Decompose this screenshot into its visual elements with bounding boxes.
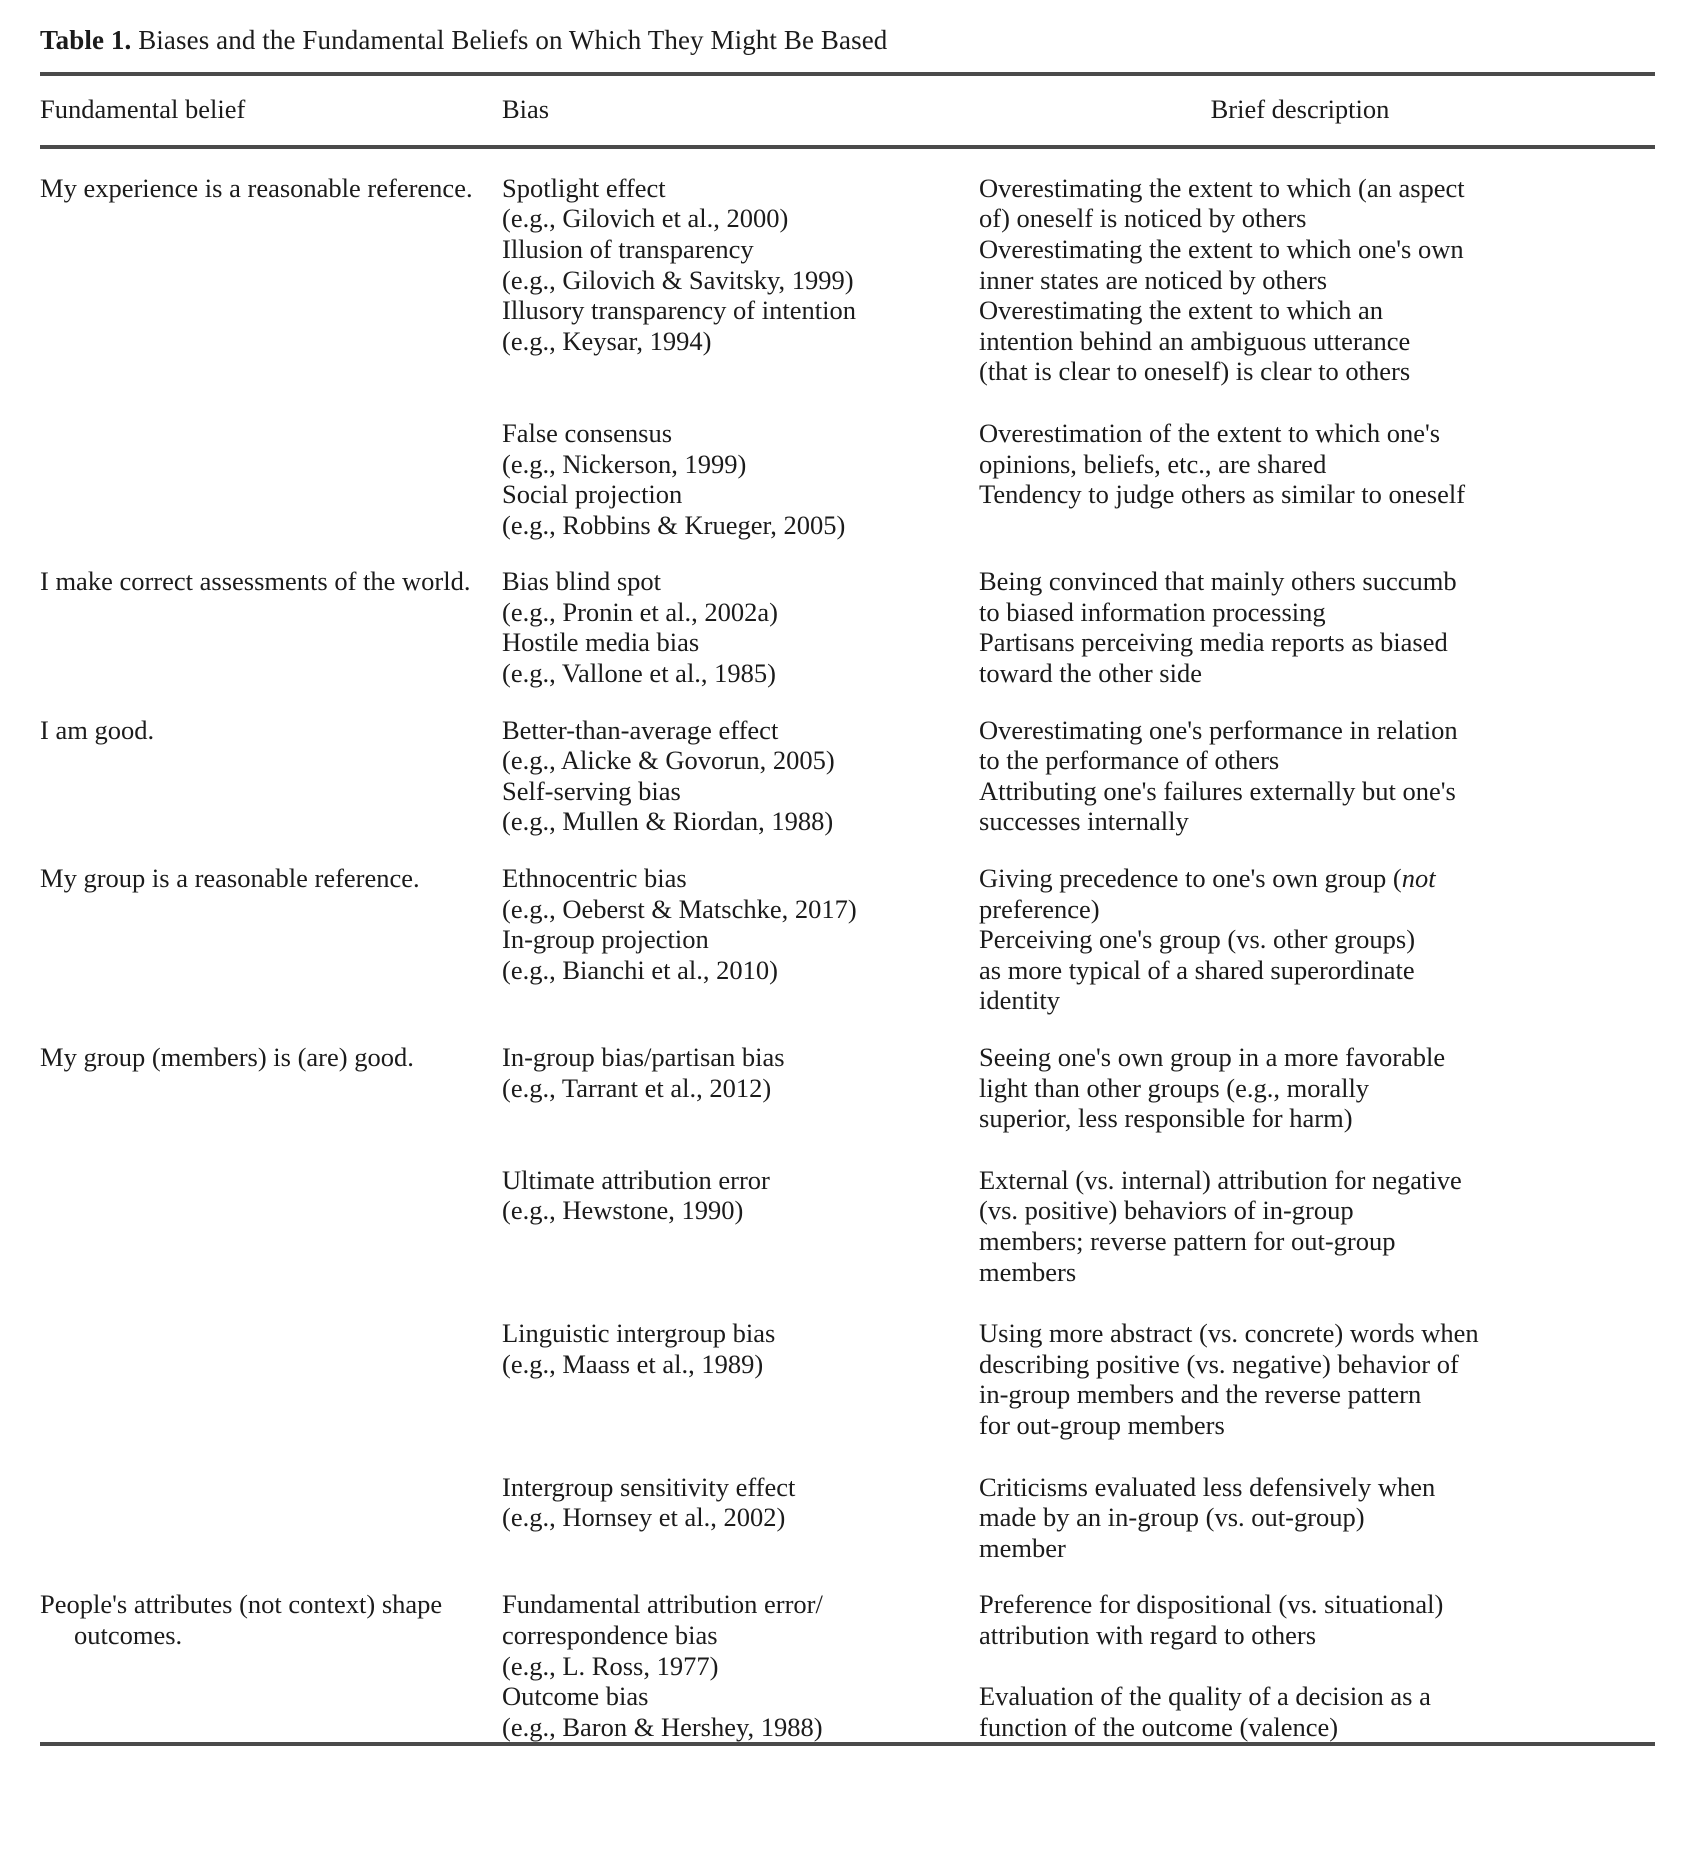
bias-reference: (e.g., L. Ross, 1977) [502,1650,719,1681]
cell-fundamental-belief [40,149,502,541]
bias-name: Fundamental attribution error/ [502,1589,823,1620]
bias-reference: (e.g., Tarrant et al., 2012) [502,1072,772,1103]
description-line: Using more abstract (vs. concrete) words when [979,1318,1479,1349]
description-line: in-group members and the reverse pattern [979,1379,1422,1410]
description-line: member [979,1532,1066,1563]
cell-fundamental-belief [40,1016,502,1563]
cell-brief-description [945,837,1655,1016]
description-line: (that is clear to oneself) is clear to others [979,356,1411,387]
bias-entry [502,627,925,688]
description-entry [979,863,1655,924]
description-line: Overestimating the extent to which (an aspect [979,172,1465,203]
description-entry [979,418,1655,479]
bias-name: Social projection [502,479,683,510]
bias-entry [502,479,925,540]
description-line: identity [979,985,1060,1016]
description-line: successes internally [979,806,1189,837]
bias-reference: (e.g., Maass et al., 1989) [502,1348,764,1379]
table-group-row [40,1563,1655,1742]
bias-name: Hostile media bias [502,627,700,658]
bias-reference: (e.g., Baron & Hershey, 1988) [502,1711,823,1742]
bias-name: Better-than-average effect [502,714,779,745]
fundamental-belief-text: My group is a reasonable reference. [40,863,420,894]
bias-filler [502,985,925,1016]
bias-name: Illusory transparency of intention [502,295,856,326]
bias-entry [502,418,925,479]
table-caption-label: Table 1. [40,25,132,55]
description-line: as more typical of a shared superordinate [979,954,1415,985]
description-line: Overestimating the extent to which one's own [979,233,1464,264]
cell-brief-description [945,1016,1655,1563]
bias-reference: (e.g., Robbins & Krueger, 2005) [502,509,846,540]
bias-filler [502,1533,925,1564]
description-line: Being convinced that mainly others succumb [979,566,1457,597]
bias-name: Spotlight effect [502,172,666,203]
bias-reference: (e.g., Gilovich & Savitsky, 1999) [502,264,854,295]
table-group-row [40,149,1655,541]
cell-fundamental-belief [40,1563,502,1742]
description-entry [979,295,1655,387]
bias-reference: (e.g., Nickerson, 1999) [502,448,747,479]
description-entry [979,234,1655,295]
bias-reference: (e.g., Keysar, 1994) [502,325,712,356]
description-entry [979,924,1655,1016]
description-line: Preference for dispositional (vs. situational) [979,1589,1444,1620]
bias-entry [502,1472,925,1564]
cell-bias [502,1016,945,1563]
bias-name: Ethnocentric bias [502,863,687,894]
bias-entry [502,863,925,924]
table-group-row [40,540,1655,688]
bias-filler [502,1103,925,1134]
description-line: inner states are noticed by others [979,264,1328,295]
bias-entry [502,1165,925,1287]
bias-reference: (e.g., Hornsey et al., 2002) [502,1502,786,1533]
bias-entry [502,234,925,295]
description-entry [979,776,1655,837]
description-entry [979,479,1655,540]
description-entry [979,1318,1655,1440]
cell-fundamental-belief [40,837,502,1016]
bias-name: In-group bias/partisan bias [502,1042,785,1072]
bias-entry [502,715,925,776]
bias-entry [502,1589,925,1681]
fundamental-belief-text: My group (members) is (are) good. [40,1042,414,1072]
cell-bias [502,837,945,1016]
table-group-row [40,689,1655,837]
description-line: light than other groups (e.g., morally [979,1072,1370,1103]
emphasis-not: not [1401,863,1436,894]
description-line: External (vs. internal) attribution for negative [979,1164,1462,1195]
bias-reference: (e.g., Oeberst & Matschke, 2017) [502,893,857,924]
bias-entry [502,295,925,387]
fundamental-belief-text: People's attributes (not context) shape outcomes. [40,1589,443,1650]
description-entry [979,173,1655,234]
cell-fundamental-belief [40,540,502,688]
cell-brief-description [945,540,1655,688]
description-filler [979,510,1655,541]
description-line: opinions, beliefs, etc., are shared [979,448,1327,479]
column-header-description: Brief description [1210,93,1390,124]
cell-brief-description [945,1563,1655,1742]
description-entry [979,1042,1655,1134]
bias-name: False consensus [502,417,673,448]
description-line: for out-group members [979,1409,1225,1440]
table-caption-text: Biases and the Fundamental Beliefs on Which They Might Be Based [138,25,888,55]
table-rule-bottom [40,1742,1655,1746]
description-line: toward the other side [979,658,1202,689]
cell-brief-description [945,149,1655,541]
description-line: superior, less responsible for harm) [979,1103,1353,1134]
description-filler [979,1651,1655,1682]
description-line: Overestimating the extent to which an [979,295,1384,326]
description-entry [979,627,1655,688]
bias-entry [502,776,925,837]
bias-entry [502,173,925,234]
bias-reference: (e.g., Mullen & Riordan, 1988) [502,806,834,837]
description-line: intention behind an ambiguous utterance [979,325,1411,356]
description-line: Evaluation of the quality of a decision as a [979,1681,1431,1712]
fundamental-belief-text: My experience is a reasonable reference. [40,172,473,203]
table-group-row [40,837,1655,1016]
biases-table [40,76,1655,145]
description-line: to the performance of others [979,745,1280,776]
cell-fundamental-belief [40,689,502,837]
description-line: of) oneself is noticed by others [979,203,1307,234]
description-line: Partisans perceiving media reports as biased [979,627,1448,658]
biases-table [40,149,1655,1743]
bias-reference: (e.g., Alicke & Govorun, 2005) [502,745,835,776]
bias-name: Bias blind spot [502,566,662,597]
bias-name: Outcome bias [502,1681,649,1712]
bias-reference: (e.g., Vallone et al., 1985) [502,658,777,689]
bias-reference: (e.g., Gilovich et al., 2000) [502,203,789,234]
column-header-bias: Bias [502,93,550,124]
description-entry [979,1681,1655,1742]
bias-entry [502,1318,925,1440]
description-entry [979,715,1655,776]
bias-name: Self-serving bias [502,775,681,806]
description-line: made by an in-group (vs. out-group) [979,1502,1365,1533]
table-header [40,76,1655,145]
bias-filler [502,1410,925,1441]
description-line: Giving precedence to one's own group (not [979,863,1436,894]
cell-bias [502,1563,945,1742]
bias-filler [502,1379,925,1410]
bias-reference: (e.g., Bianchi et al., 2010) [502,954,778,985]
bias-filler [502,1257,925,1288]
bias-name: Ultimate attribution error [502,1164,770,1195]
bias-filler [502,356,925,387]
description-line: (vs. positive) behaviors of in-group [979,1195,1354,1226]
header-row [40,76,1655,145]
bias-entry [502,1681,925,1742]
cell-bias [502,689,945,837]
bias-reference: (e.g., Pronin et al., 2002a) [502,596,778,627]
description-entry [979,1472,1655,1564]
bias-name: In-group projection [502,924,709,955]
bias-filler [502,1226,925,1257]
description-line: Seeing one's own group in a more favorable [979,1042,1446,1072]
column-header-belief: Fundamental belief [40,93,246,124]
description-line: members; reverse pattern for out-group [979,1225,1396,1256]
description-line: Perceiving one's group (vs. other groups) [979,924,1416,955]
bias-name: Illusion of transparency [502,233,754,264]
description-line: Criticisms evaluated less defensively when [979,1471,1436,1502]
description-line: Overestimating one's performance in relation [979,714,1458,745]
fundamental-belief-text: I am good. [40,714,155,745]
bias-name: Linguistic intergroup bias [502,1318,776,1349]
table-caption [40,0,1656,72]
description-line: Attributing one's failures externally but one's [979,775,1456,806]
description-entry [979,566,1655,627]
bias-name: Intergroup sensitivity effect [502,1471,796,1502]
bias-entry [502,566,925,627]
cell-bias [502,540,945,688]
cell-bias [502,149,945,541]
description-line: function of the outcome (valence) [979,1711,1339,1742]
description-line: members [979,1256,1077,1287]
table-body [40,149,1655,1743]
description-line: describing positive (vs. negative) behavior of [979,1348,1459,1379]
fundamental-belief-text: I make correct assessments of the world. [40,566,471,597]
description-entry [979,1589,1655,1681]
description-line: attribution with regard to others [979,1619,1317,1650]
bias-entry [502,1042,925,1134]
description-line: Tendency to judge others as similar to oneself [979,479,1466,510]
cell-brief-description [945,689,1655,837]
description-line: preference) [979,893,1100,924]
description-line: to biased information processing [979,596,1326,627]
bias-name-continued: correspondence bias [502,1619,718,1650]
bias-reference: (e.g., Hewstone, 1990) [502,1195,744,1226]
description-entry [979,1165,1655,1287]
description-line: Overestimation of the extent to which one's [979,417,1441,448]
table-group-row [40,1016,1655,1563]
bias-entry [502,924,925,1016]
